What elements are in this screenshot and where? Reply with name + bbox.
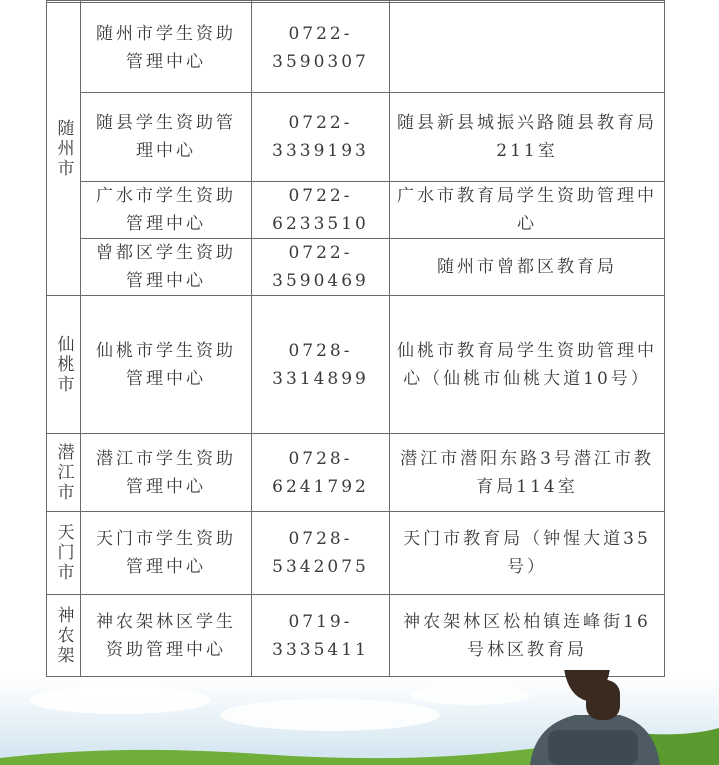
address-cell: 随县新县城振兴路随县教育局211室 — [390, 93, 665, 182]
table-row — [47, 512, 665, 595]
phone-cell: 0722-3590469 — [252, 239, 390, 296]
region-cell: 随州市 — [47, 3, 81, 296]
center-name-cell: 随州市学生资助管理中心 — [81, 3, 252, 93]
table-row — [47, 182, 665, 239]
center-name-cell: 天门市学生资助管理中心 — [81, 512, 252, 595]
region-cell: 天门市 — [47, 512, 81, 595]
contact-table — [46, 0, 665, 677]
phone-cell: 0728-3314899 — [252, 296, 390, 434]
address-cell — [390, 3, 665, 93]
table-row — [47, 239, 665, 296]
center-name-cell: 潜江市学生资助管理中心 — [81, 434, 252, 512]
table-row — [47, 434, 665, 512]
phone-cell: 0728-6241792 — [252, 434, 390, 512]
phone-cell: 0722-3339193 — [252, 93, 390, 182]
table-row — [47, 595, 665, 677]
hiker-hat-icon — [525, 670, 645, 705]
center-name-cell: 随县学生资助管理中心 — [81, 93, 252, 182]
address-cell: 潜江市潜阳东路3号潜江市教育局114室 — [390, 434, 665, 512]
center-name-cell: 广水市学生资助管理中心 — [81, 182, 252, 239]
table-row — [47, 93, 665, 182]
region-cell: 潜江市 — [47, 434, 81, 512]
phone-cell: 0728-5342075 — [252, 512, 390, 595]
phone-cell: 0722-3590307 — [252, 3, 390, 93]
phone-cell: 0722-6233510 — [252, 182, 390, 239]
footer-illustration — [0, 670, 719, 765]
address-cell: 随州市曾都区教育局 — [390, 239, 665, 296]
table-row — [47, 3, 665, 93]
address-cell: 神农架林区松柏镇连峰街16号林区教育局 — [390, 595, 665, 677]
address-cell: 仙桃市教育局学生资助管理中心（仙桃市仙桃大道10号） — [390, 296, 665, 434]
center-name-cell: 仙桃市学生资助管理中心 — [81, 296, 252, 434]
address-cell: 天门市教育局（钟惺大道35号） — [390, 512, 665, 595]
table-row — [47, 296, 665, 434]
region-cell: 仙桃市 — [47, 296, 81, 434]
center-name-cell: 神农架林区学生资助管理中心 — [81, 595, 252, 677]
center-name-cell: 曾都区学生资助管理中心 — [81, 239, 252, 296]
address-cell: 广水市教育局学生资助管理中心 — [390, 182, 665, 239]
phone-cell: 0719-3335411 — [252, 595, 390, 677]
region-cell: 神农架 — [47, 595, 81, 677]
